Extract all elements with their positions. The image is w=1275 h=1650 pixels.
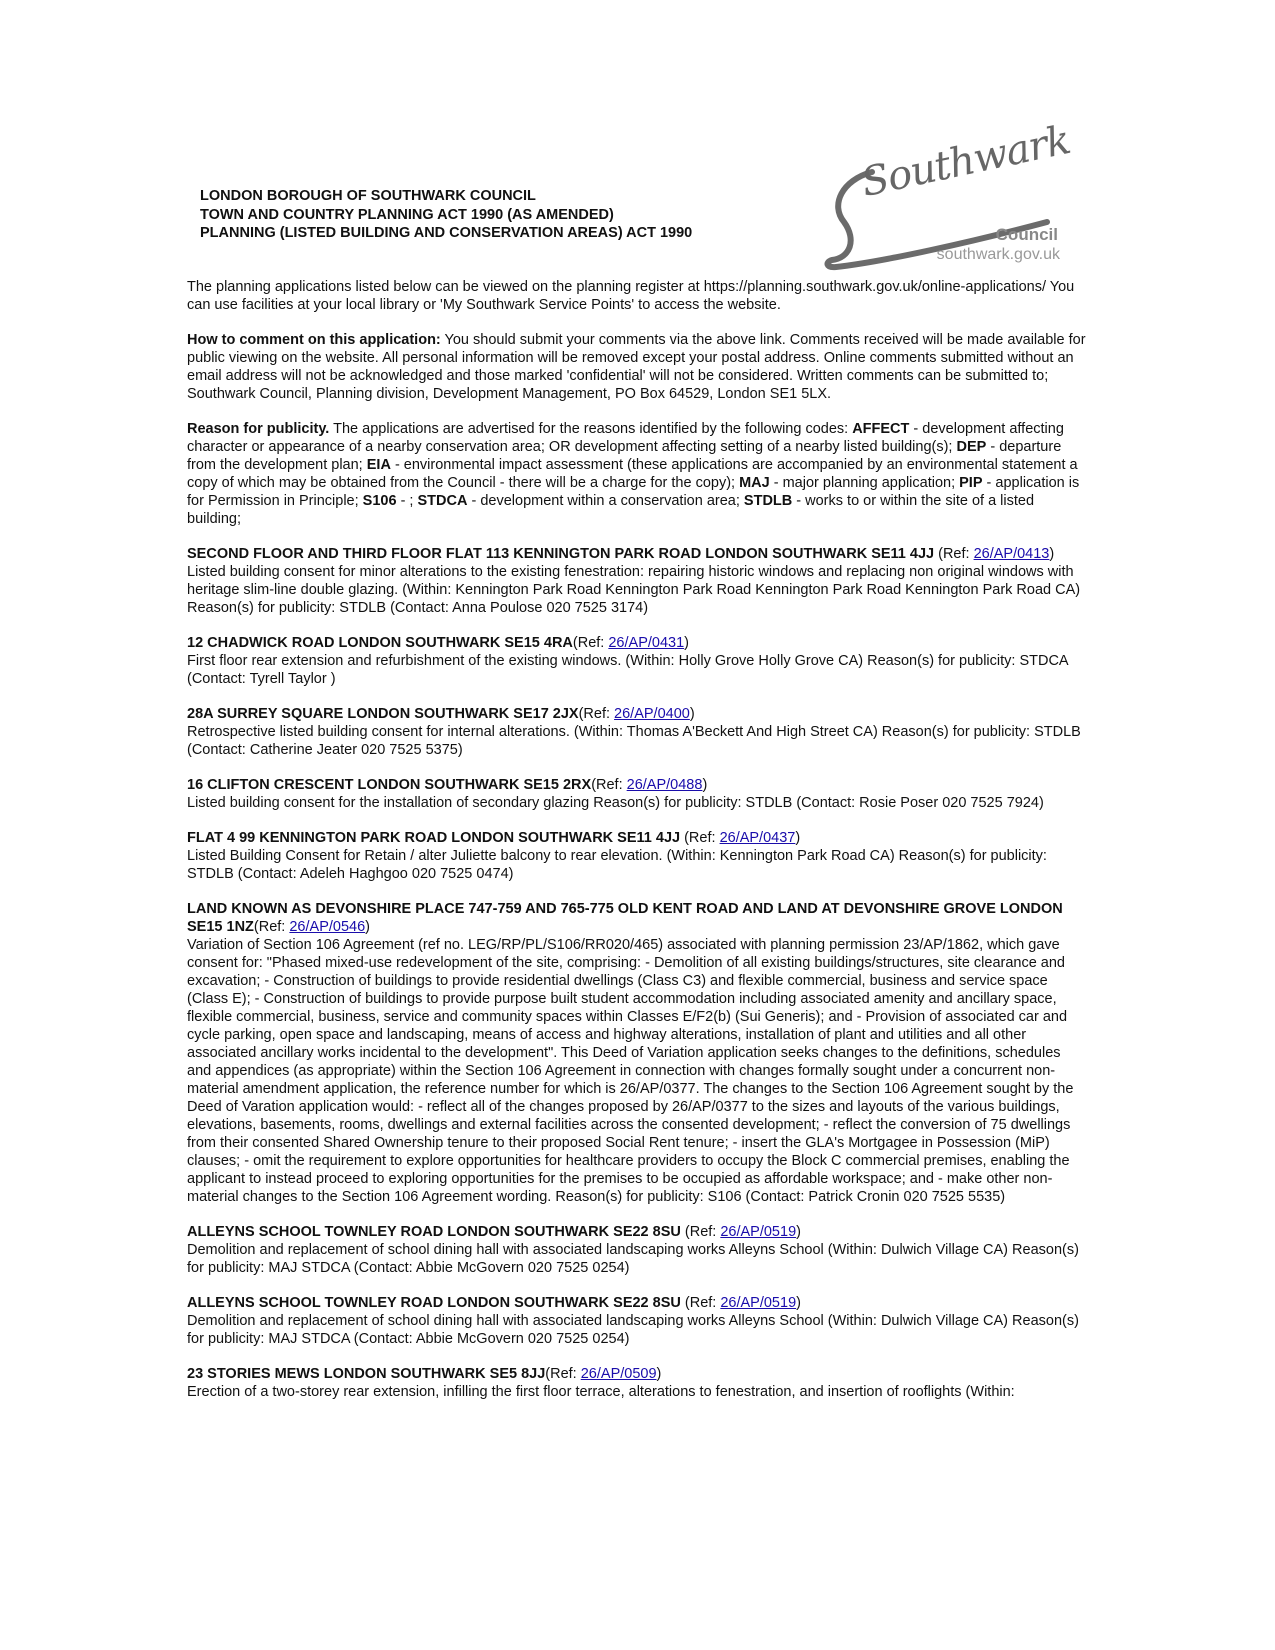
application-description: Listed building consent for the installation of secondary glazing Reason(s) for publicity: STDLB (Contact: Rosie Poser 020 7525 7924): [187, 795, 1044, 811]
application-ref-link[interactable]: 26/AP/0509: [580, 1366, 657, 1382]
application-ref-link[interactable]: 26/AP/0546: [289, 919, 366, 935]
ref-prefix: (Ref:: [545, 1366, 581, 1382]
ref-suffix: ): [702, 777, 708, 793]
application-description: Variation of Section 106 Agreement (ref no. LEG/RP/PL/S106/RR020/465) associated with planning permission 23/AP/1862, which gave consent for: "Phased mixed-use redevelopment of the site, comprising: - Demolition of all existing buildings/structures, site clearance and excavation; - Construction of buildings to provide residential dwellings (Class C3) and flexible commercial, business and service space (Class E); - Construction of buildings to provide purpose built student accommodation including associated amenity and ancillary space, flexible commercial, business, service and community spaces within Classes E/F2(b) (Sui Generis); and - Provision of associated car and cycle parking, open space and landscaping, means of access and highway alterations, installation of plant and utilities and all other associated ancillary works incidental to the development". This Deed of Variation application seeks changes to the definitions, schedules and appendices (as appropriate) within the Section 106 Agreement in connection with changes formally sought under a concurrent non-material amendment application, the reference number for which is 26/AP/0377. The changes to the Section 106 Agreement sought by the Deed of Varation application would: - reflect all of the changes proposed by 26/AP/0377 to the sizes and layouts of the various buildings, elevations, basements, rooms, dwellings and external facilities across the consented development; - reflect the conversion of 75 dwellings from their consented Shared Ownership tenure to their proposed Social Rent tenure; - insert the GLA's Mortgagee in Possession (MiP) clauses; - omit the requirement to explore opportunities for healthcare providers to occupy the Block C commercial premises, enabling the applicant to instead proceed to exploring opportunities for the premises to be occupied as affordable workspace; and - make other non-material changes to the Section 106 Agreement wording. Reason(s) for publicity: S106 (Contact: Patrick Cronin 020 7525 5535): [187, 937, 1074, 1205]
ref-suffix: ): [796, 1224, 801, 1240]
reason-code: MAJ: [739, 475, 770, 491]
reason-code: S106: [362, 493, 397, 509]
application-address: ALLEYNS SCHOOL TOWNLEY ROAD LONDON SOUTHWARK SE22 8SU: [187, 1295, 681, 1311]
reason-code-description: - development within a conservation area;: [467, 493, 744, 509]
intro-paragraph: The planning applications listed below can be viewed on the planning register at https://planning.southwark.gov.uk/online-applications/ You can use facilities at your local library or 'My Southwark Service Points' to access the website.: [187, 279, 1075, 313]
application-description: Retrospective listed building consent for internal alterations. (Within: Thomas A'Beckett And High Street CA) Reason(s) for publicity: STDLB (Contact: Catherine Jeater 020 7525 5375): [187, 724, 1081, 758]
ref-suffix: ): [1049, 546, 1055, 562]
application-ref-link[interactable]: 26/AP/0413: [973, 546, 1050, 562]
application-ref-link[interactable]: 26/AP/0437: [719, 830, 796, 846]
ref-prefix: (Ref:: [680, 830, 720, 846]
application-entry: [187, 1223, 1087, 1277]
application-ref-link[interactable]: 26/AP/0400: [614, 706, 690, 722]
reason-code: AFFECT: [852, 421, 910, 437]
reason-code-description: - environmental impact assessment (these applications are accompanied by an environmental statement a copy of which may be obtained from the Council - there will be a charge for the copy);: [187, 457, 1078, 491]
ref-suffix: ): [684, 635, 689, 651]
application-entry: [187, 634, 1087, 688]
application-description: Demolition and replacement of school dining hall with associated landscaping works Alleyns School (Within: Dulwich Village CA) Reason(s) for publicity: MAJ STDCA (Contact: Abbie McGovern 020 7525 0254): [187, 1242, 1079, 1276]
applications-list: [187, 545, 1087, 1401]
application-entry: [187, 705, 1087, 759]
application-entry: [187, 1365, 1087, 1401]
application-ref-link[interactable]: 26/AP/0431: [608, 635, 685, 651]
application-entry: [187, 900, 1087, 1206]
application-address: 28A SURREY SQUARE LONDON SOUTHWARK SE17 2JX: [187, 706, 579, 722]
application-entry: [187, 776, 1087, 812]
header-line-1: LONDON BOROUGH OF SOUTHWARK COUNCIL: [200, 188, 536, 204]
ref-prefix: (Ref:: [934, 546, 974, 562]
ref-suffix: ): [365, 919, 370, 935]
ref-suffix: ): [689, 706, 695, 722]
application-address: ALLEYNS SCHOOL TOWNLEY ROAD LONDON SOUTHWARK SE22 8SU: [187, 1224, 681, 1240]
reason-code: EIA: [366, 457, 391, 473]
how-to-comment-paragraph: [187, 331, 1087, 403]
how-to-comment-text: You should submit your comments via the above link. Comments received will be made available for public viewing on the website. All personal information will be removed except your postal address. Online comments submitted without an email address will not be acknowledged and those marked 'confidential' will not be considered. Written comments can be submitted to; Southwark Council, Planning division, Development Management, PO Box 64529, London SE1 5LX.: [187, 332, 1086, 402]
ref-prefix: (Ref:: [253, 919, 290, 935]
application-ref-link[interactable]: 26/AP/0519: [720, 1295, 797, 1311]
application-address: 23 STORIES MEWS LONDON SOUTHWARK SE5 8JJ: [187, 1366, 546, 1382]
reason-code: STDCA: [417, 493, 468, 509]
reason-code-description: - major planning application;: [769, 475, 960, 491]
logo-url-text: southwark.gov.uk: [936, 246, 1060, 263]
document-body: [187, 278, 1087, 1418]
application-entry: [187, 545, 1087, 617]
ref-prefix: (Ref:: [680, 1224, 721, 1240]
reason-code-description: - application is for Permission in Principle;: [187, 475, 1080, 509]
application-address: LAND KNOWN AS DEVONSHIRE PLACE 747-759 AND 765-775 OLD KENT ROAD AND LAND AT DEVONSHIRE GROVE LONDON SE15 1NZ: [187, 901, 1063, 935]
reason-heading: Reason for publicity.: [187, 421, 330, 437]
ref-suffix: ): [796, 1295, 801, 1311]
ref-prefix: (Ref:: [572, 635, 609, 651]
document-header: [200, 187, 692, 243]
application-ref-link[interactable]: 26/AP/0488: [626, 777, 703, 793]
ref-prefix: (Ref:: [578, 706, 615, 722]
application-description: First floor rear extension and refurbishment of the existing windows. (Within: Holly Grove Holly Grove CA) Reason(s) for publicity: STDCA (Contact: Tyrell Taylor ): [187, 653, 1068, 687]
header-line-3: PLANNING (LISTED BUILDING AND CONSERVATION AREAS) ACT 1990: [200, 225, 693, 241]
application-description: Listed Building Consent for Retain / alter Juliette balcony to rear elevation. (Within: Kennington Park Road CA) Reason(s) for publicity: STDLB (Contact: Adeleh Haghgoo 020 7525 0474): [187, 848, 1047, 882]
reason-code: DEP: [956, 439, 987, 455]
ref-prefix: (Ref:: [680, 1295, 721, 1311]
reason-code-description: - departure from the development plan;: [187, 439, 1062, 473]
reason-code: PIP: [959, 475, 983, 491]
header-line-2: TOWN AND COUNTRY PLANNING ACT 1990 (AS AMENDED): [200, 206, 614, 223]
application-ref-link[interactable]: 26/AP/0519: [720, 1224, 797, 1240]
application-address: 16 CLIFTON CRESCENT LONDON SOUTHWARK SE15 2RX: [187, 777, 592, 793]
application-description: Erection of a two-storey rear extension, infilling the first floor terrace, alterations to fenestration, and insertion of rooflights (Within:: [187, 1384, 1015, 1400]
reason-text: The applications are advertised for the reasons identified by the following codes:: [329, 421, 853, 437]
logo-wordmark: Southwark: [857, 117, 1074, 206]
application-entry: [187, 829, 1087, 883]
reason-code: STDLB: [743, 493, 793, 509]
application-address: FLAT 4 99 KENNINGTON PARK ROAD LONDON SOUTHWARK SE11 4JJ: [187, 830, 681, 846]
application-address: 12 CHADWICK ROAD LONDON SOUTHWARK SE15 4RA: [187, 635, 573, 651]
ref-suffix: ): [795, 830, 801, 846]
reason-paragraph: [187, 420, 1087, 528]
application-description: Listed building consent for minor alterations to the existing fenestration: repairing historic windows and replacing non original windows with heritage slim-line double glazing. (Within: Kennington Park Road Kennington Park Road Kennington Park Road Kennington Park Road CA) Reason(s) for publicity: STDLB (Contact: Anna Poulose 020 7525 3174): [187, 564, 1081, 616]
application-entry: [187, 1294, 1087, 1348]
southwark-council-logo: [822, 117, 1074, 275]
ref-prefix: (Ref:: [591, 777, 627, 793]
reason-code-description: - ;: [396, 493, 418, 509]
logo-council-text: Council: [995, 225, 1058, 244]
ref-suffix: ): [656, 1366, 662, 1382]
application-address: SECOND FLOOR AND THIRD FLOOR FLAT 113 KENNINGTON PARK ROAD LONDON SOUTHWARK SE11 4JJ: [187, 546, 935, 562]
reason-code-description: - development affecting character or appearance of a nearby conservation area; OR development affecting setting of a nearby listed building(s);: [187, 421, 1064, 455]
reason-code-description: - works to or within the site of a listed building;: [187, 493, 1035, 527]
application-description: Demolition and replacement of school dining hall with associated landscaping works Alleyns School (Within: Dulwich Village CA) Reason(s) for publicity: MAJ STDCA (Contact: Abbie McGovern 020 7525 0254): [187, 1313, 1079, 1347]
how-to-comment-heading: How to comment on this application:: [187, 332, 441, 348]
